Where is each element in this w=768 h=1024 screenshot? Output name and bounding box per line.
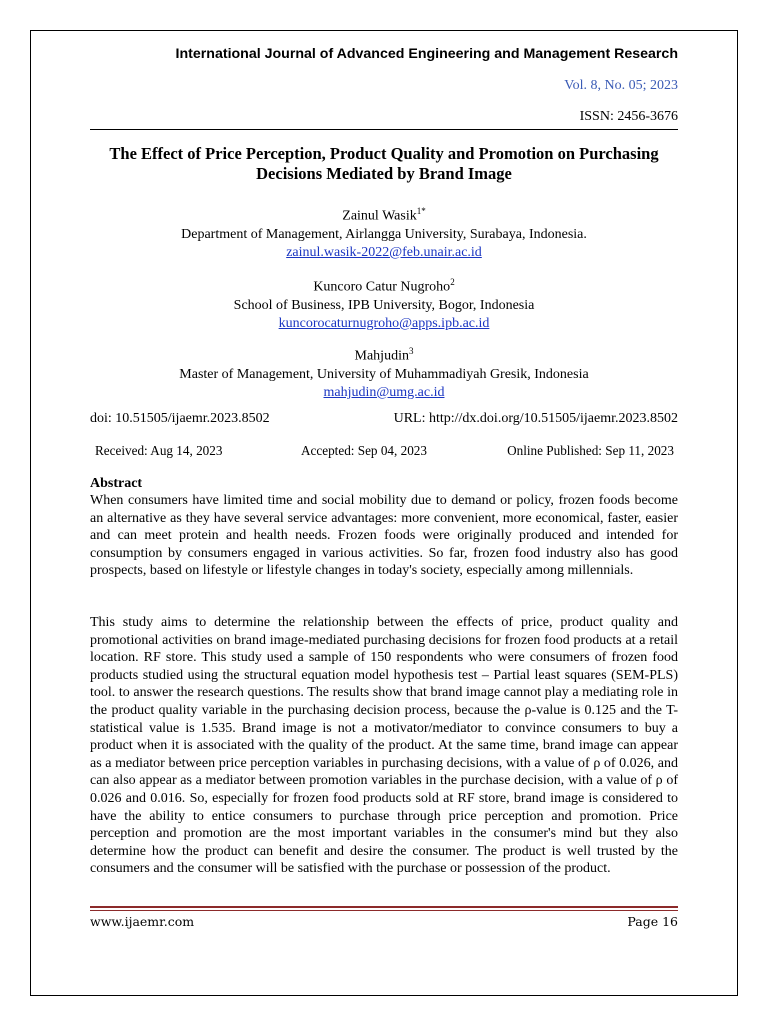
- abstract-paragraph-2: This study aims to determine the relationship between the effects of price, product quality and promotional activities on brand image-mediated purchasing decisions for frozen food products at a retail location. RF store. This study used a sample of 150 respondents who were consumers of frozen food products studied using the structural equation model hypothesis test – Partial least squares (SEM-PLS) tool. to answer the research questions. The results show that brand image cannot play a mediating role in the product quality variable in the purchasing decision process, because the ρ-value is 0.125 and the T-statistical value is 1.535. Brand image is not a motivator/mediator to convince consumers to buy a product when it is associated with the quality of the product. At the same time, brand image can appear as a mediator between price perception variables in purchasing decisions, with a value of ρ of 0.026, and can also appear as a mediator between promotion variables in the purchase decision, with a value of ρ of 0.026 and 0.016. So, especially for frozen food products sold at RF store, brand image is considered to have the ability to entice consumers to purchase through price perception and promotion. Price perception and promotion are the most important variables in the consumer's mind but they also determine how the product can benefit and desire the consumer. The product is well trusted by the consumers and the consumer will be satisfied with the purchase or possession of the product.: [90, 615, 678, 877]
- doi-url: URL: http://dx.doi.org/10.51505/ijaemr.2023.8502: [393, 411, 678, 426]
- author-name: Kuncoro Catur Nugroho: [313, 279, 451, 295]
- author-name: Zainul Wasik: [342, 208, 417, 224]
- author-email-link[interactable]: mahjudin@umg.ac.id: [323, 384, 445, 400]
- header-rule: [90, 129, 678, 130]
- author-name: Mahjudin: [354, 348, 409, 364]
- published-date: Online Published: Sep 11, 2023: [507, 443, 674, 458]
- paper-title: The Effect of Price Perception, Product Quality and Promotion on Purchasing Decisions Mediated by Brand Image: [109, 144, 659, 183]
- author-1: Zainul Wasik$^{1*}$ Department of Management, Airlangga University, Surabaya, Indonesia. zainul.wasik-2022@feb.unair.ac.id: [88, 202, 680, 262]
- author-3: Mahjudin$^3$ Master of Management, University of Muhammadiyah Gresik, Indonesia mahjudin@umg.ac.id: [88, 342, 680, 402]
- page-number: Page 16: [627, 914, 678, 929]
- abstract-heading: Abstract: [90, 476, 143, 491]
- accepted-date: Accepted: Sep 04, 2023: [301, 443, 427, 458]
- received-date: Received: Aug 14, 2023: [95, 443, 223, 458]
- author-2: Kuncoro Catur Nugroho$^2$ School of Business, IPB University, Bogor, Indonesia kuncorocaturnugroho@apps.ipb.ac.id: [88, 273, 680, 333]
- issn: ISSN: 2456-3676: [579, 109, 678, 124]
- author-email-link[interactable]: kuncorocaturnugroho@apps.ipb.ac.id: [278, 315, 490, 331]
- volume-info: Vol. 8, No. 05; 2023: [564, 78, 678, 93]
- footer-rule-thin: [90, 910, 678, 911]
- journal-name: International Journal of Advanced Engineering and Management Research: [175, 46, 678, 62]
- journal-website: www.ijaemr.com: [90, 914, 195, 929]
- footer-rule: [90, 906, 678, 908]
- author-affiliation: Department of Management, Airlangga University, Surabaya, Indonesia.: [181, 226, 587, 242]
- doi: doi: 10.51505/ijaemr.2023.8502: [90, 411, 270, 426]
- abstract-paragraph-1: When consumers have limited time and social mobility due to demand or policy, frozen foods become an alternative as they have several service advantages: more convenient, more economical, faster, easier and can meet protein and health needs. Frozen foods were originally produced and intended for consumption by consumers engaged in various activities. So far, frozen food industry also has good prospects, based on lifestyle or lifestyle changes in today's society, especially among millennials.: [90, 493, 678, 579]
- author-email-link[interactable]: zainul.wasik-2022@feb.unair.ac.id: [286, 244, 482, 260]
- author-affiliation: Master of Management, University of Muhammadiyah Gresik, Indonesia: [179, 366, 589, 382]
- author-affiliation: School of Business, IPB University, Bogor, Indonesia: [233, 297, 535, 313]
